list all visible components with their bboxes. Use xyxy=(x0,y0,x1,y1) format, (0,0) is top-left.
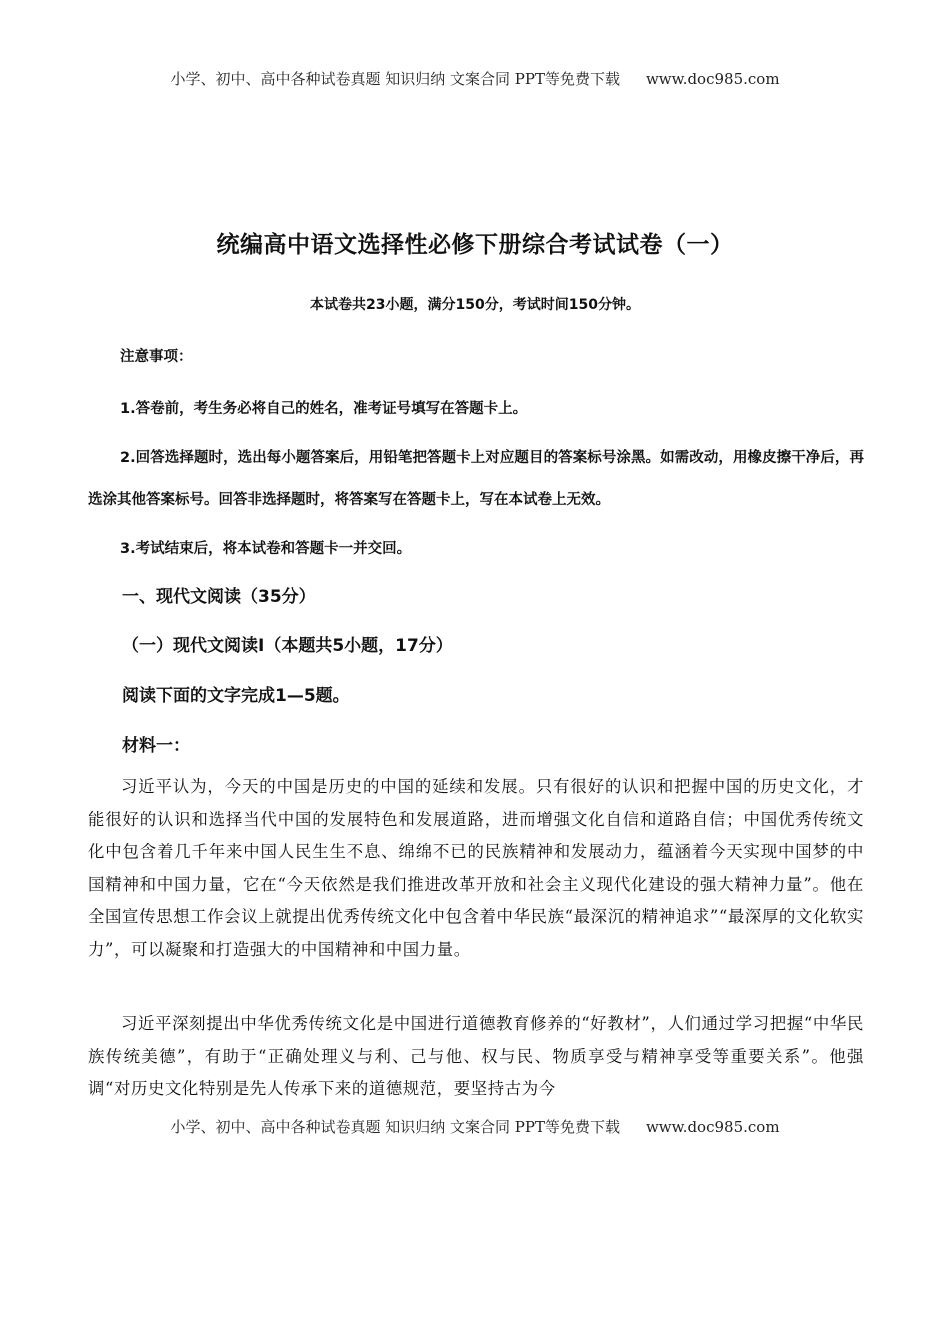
subsection-heading: （一）现代文阅读Ⅰ（本题共5小题，17分） xyxy=(122,636,453,656)
notice-item-2: 2.回答选择题时，选出每小题答案后，用铅笔把答题卡上对应题目的答案标号涂黑。如需改动，用橡皮擦干净后，再选涂其他答案标号。回答非选择题时，将答案写在答题卡上，写在本试卷上无效。 xyxy=(88,450,864,508)
exam-subtitle: 本试卷共23小题，满分150分，考试时间150分钟。 xyxy=(310,297,640,313)
notice-item-3: 3.考试结束后，将本试卷和答题卡一并交回。 xyxy=(120,541,412,557)
header-ad-text: 小学、初中、高中各种试卷真题 知识归纳 文案合同 PPT等免费下载 xyxy=(170,70,620,88)
section-heading: 一、现代文阅读（35分） xyxy=(122,587,316,607)
reading-instruction: 阅读下面的文字完成1—5题。 xyxy=(122,686,350,706)
passage-paragraph-1: 习近平认为，今天的中国是历史的中国的延续和发展。只有很好的认识和把握中国的历史文化，才能很好的认识和选择当代中国的发展特色和发展道路，进而增强文化自信和道路自信；中国优秀传统文化中包含着几千年来中国人民生生不息、绵绵不已的民族精神和发展动力，蕴涵着今天实现中国梦的中国精神和中国力量，它在“今天依然是我们推进改革开放和社会主义现代化建设的强大精神力量”。他在全国宣传思想工作会议上就提出优秀传统文化中包含着中华民族“最深沉的精神追求”“最深厚的文化软实力”，可以凝聚和打造强大的中国精神和中国力量。 xyxy=(88,777,864,959)
material-label: 材料一： xyxy=(122,736,190,756)
notice-heading: 注意事项： xyxy=(120,349,193,365)
passage-paragraph-2: 习近平深刻提出中华优秀传统文化是中国进行道德教育修养的“好教材”，人们通过学习把握“中华民族传统美德”，有助于“正确处理义与利、己与他、权与民、物质享受与精神享受等重要关系”。他强调“对历史文化特别是先人传承下来的道德规范，要坚持古为今 xyxy=(88,1014,864,1098)
footer-url: www.doc985.com xyxy=(645,1118,780,1136)
page-footer-ad xyxy=(0,1116,950,1137)
notice-item-1: 1.答卷前，考生务必将自己的姓名，准考证号填写在答题卡上。 xyxy=(120,401,528,417)
page-header-ad xyxy=(0,68,950,89)
exam-title: 统编高中语文选择性必修下册综合考试试卷（一） xyxy=(216,232,734,258)
header-url: www.doc985.com xyxy=(645,70,780,88)
footer-ad-text: 小学、初中、高中各种试卷真题 知识归纳 文案合同 PPT等免费下载 xyxy=(170,1118,620,1136)
